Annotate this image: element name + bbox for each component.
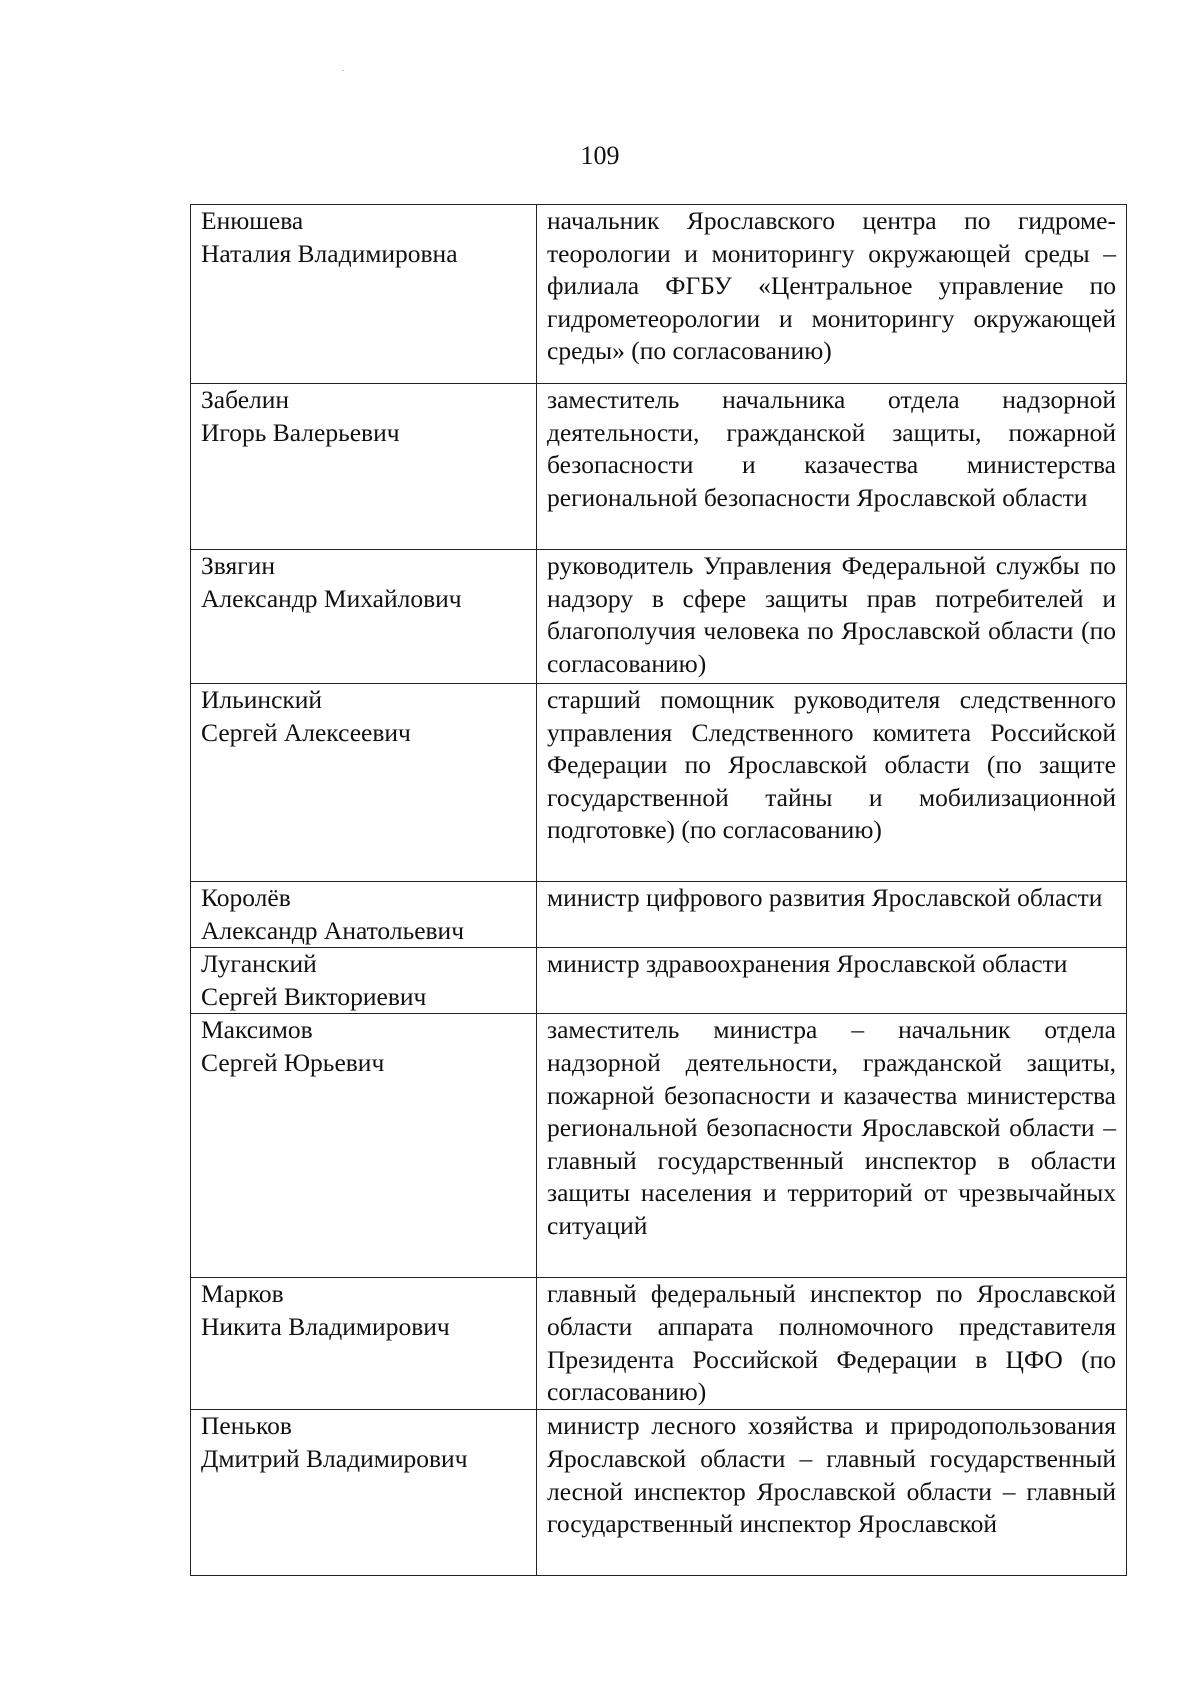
member-name-cell: [191, 948, 537, 1014]
table-row: [191, 550, 1127, 684]
member-given-names: Дмитрий Владимирович: [201, 1443, 468, 1473]
member-given-names: Сергей Юрьевич: [201, 1047, 385, 1077]
member-given-names: Сергей Викториевич: [201, 981, 427, 1011]
member-surname: Звягин: [201, 551, 275, 580]
table-row: [191, 684, 1127, 882]
member-given-names: Сергей Алексеевич: [201, 717, 411, 747]
table-row: [191, 1278, 1127, 1410]
member-position: начальник Ярославского центра по гидрометеорологии и мониторингу окружающей среды – филиала ФГБУ «Центральное управление по гидрометеорологии и мониторингу окружающей среды» (по согласованию): [537, 205, 1127, 384]
member-surname: Забелин: [201, 385, 290, 414]
member-name-cell: [191, 684, 537, 882]
table-row: [191, 1014, 1127, 1278]
member-name-cell: [191, 1410, 537, 1576]
member-surname: Максимов: [201, 1015, 313, 1045]
member-position: министр здравоохранения Ярославской области: [537, 948, 1127, 1014]
table-row: [191, 948, 1127, 1014]
member-position: руководитель Управления Федеральной службы по надзору в сфере защиты прав потребителей и благополучия человека по Ярославской области (по согласованию): [537, 550, 1127, 684]
table-row: [191, 384, 1127, 550]
member-position: министр лесного хозяйства и природопользования Ярославской области – главный государственный лесной инспектор Ярославской области – главный государственный инспектор Ярославской: [537, 1410, 1127, 1576]
member-position: министр цифрового развития Ярославской области: [537, 882, 1127, 948]
member-name-cell: [191, 882, 537, 948]
member-name-cell: [191, 1278, 537, 1410]
scan-speck: [342, 70, 344, 71]
member-name-cell: [191, 205, 537, 384]
table-row: [191, 205, 1127, 384]
member-given-names: Александр Михайлович: [201, 583, 462, 613]
member-surname: Королёв: [201, 883, 291, 912]
page-number: 109: [580, 141, 620, 170]
member-surname: Луганский: [201, 949, 317, 979]
member-surname: Енюшева: [201, 206, 304, 235]
member-position: заместитель начальника отдела надзорной деятельности, гражданской защиты, пожарной безопасности и казачества министерства региональной безопасности Ярославской области: [537, 384, 1127, 550]
member-given-names: Никита Владимирович: [201, 1311, 450, 1341]
member-surname: Марков: [201, 1279, 284, 1309]
member-name-cell: [191, 384, 537, 550]
member-given-names: Игорь Валерьевич: [201, 417, 400, 447]
member-position: заместитель министра – начальник отдела надзорной деятельности, гражданской защиты, пожарной безопасности и казачества министерства региональной безопасности Ярославской области – главный государственный инспектор в области защиты населения и территорий от чрезвычайных ситуаций: [537, 1014, 1127, 1278]
member-name-cell: [191, 1014, 537, 1278]
member-surname: Ильинский: [201, 685, 323, 714]
table-row: [191, 1410, 1127, 1576]
member-given-names: Наталия Владимировна: [201, 238, 458, 268]
member-given-names: Александр Анатольевич: [201, 915, 465, 945]
member-position: главный федеральный инспектор по Ярославской области аппарата полномочного представителя Президента Российской Федерации в ЦФО (по согласованию): [537, 1278, 1127, 1410]
member-position: старший помощник руководителя следственного управления Следственного комитета Российской Федерации по Ярославской области (по защите государственной тайны и мобилизационной подготовке) (по согласованию): [537, 684, 1127, 882]
member-surname: Пеньков: [201, 1411, 292, 1441]
member-table: [190, 204, 1127, 1576]
member-name-cell: [191, 550, 537, 684]
table-row: [191, 882, 1127, 948]
